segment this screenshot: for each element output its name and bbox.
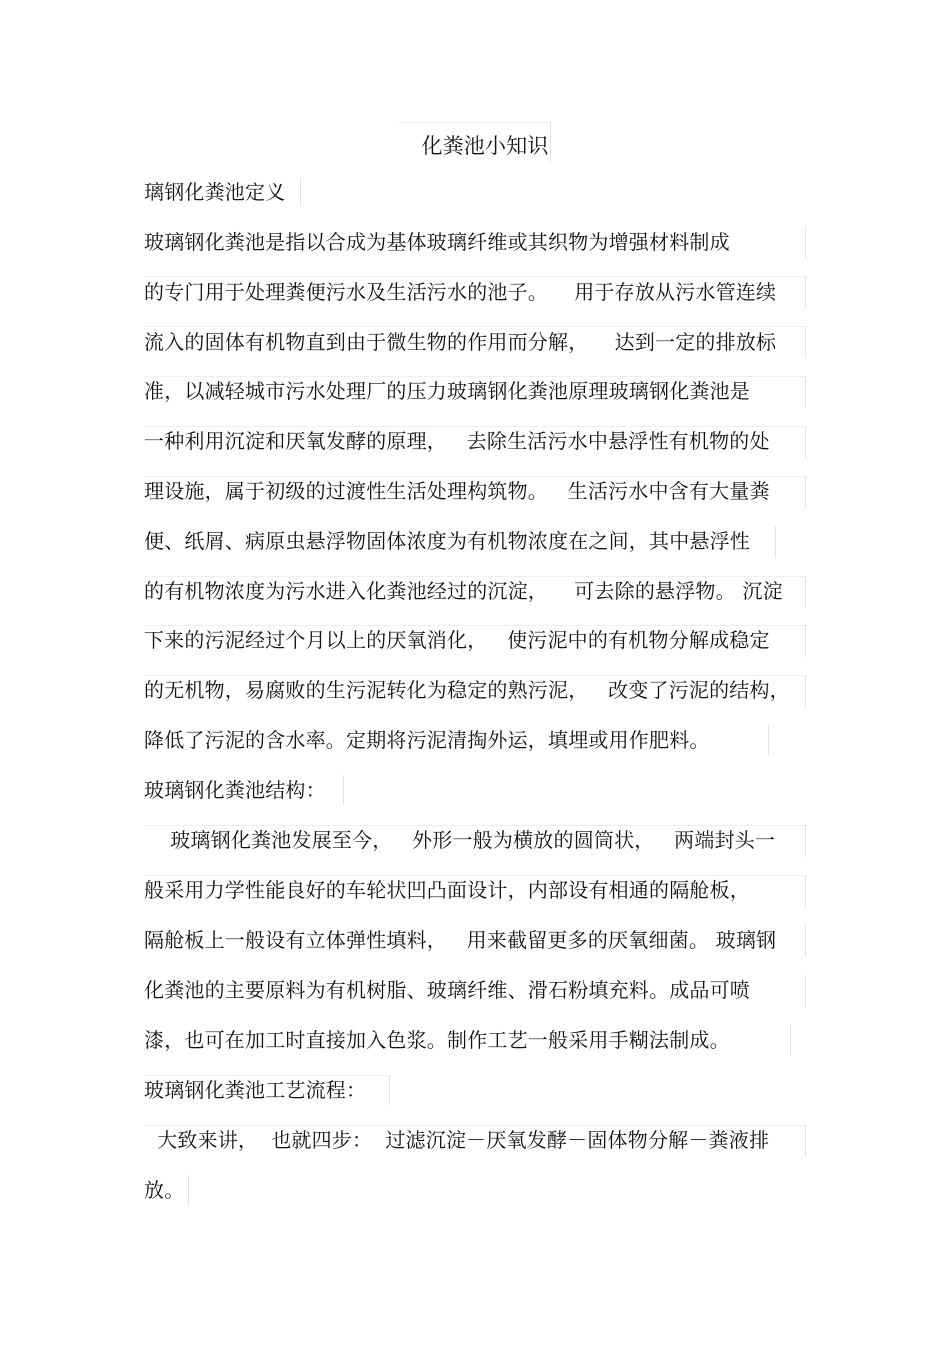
guide-mark	[144, 426, 805, 427]
body-line: 化粪池的主要原料为有机树脂、玻璃纤维、滑石粉填充料。成品可喷	[144, 978, 750, 1002]
guide-mark	[188, 1175, 189, 1205]
section-heading-definition: 璃钢化粪池定义	[144, 180, 286, 204]
page-title: 化粪池小知识	[421, 134, 549, 158]
guide-mark	[805, 925, 806, 957]
guide-mark	[144, 476, 805, 477]
guide-mark	[144, 376, 805, 377]
body-line: 隔舱板上一般设有立体弹性填料， 用来截留更多的厌氧细菌。 玻璃钢	[144, 928, 777, 952]
body-line: 般采用力学性能良好的车轮状凹凸面设计，内部设有相通的隔舱板，	[144, 878, 750, 902]
body-line: 玻璃钢化粪池是指以合成为基体玻璃纤维或其织物为增强材料制成	[144, 230, 730, 254]
guide-mark	[805, 376, 806, 408]
guide-mark	[805, 825, 806, 857]
guide-mark	[144, 675, 805, 676]
body-line: 的专门用于处理粪便污水及生活污水的池子。 用于存放从污水管连续	[144, 280, 777, 304]
body-line: 的无机物，易腐败的生污泥转化为稳定的熟污泥， 改变了污泥的结构，	[144, 678, 790, 702]
guide-mark	[805, 625, 806, 657]
guide-mark	[805, 326, 806, 358]
body-line: 流入的固体有机物直到由于微生物的作用而分解， 达到一定的排放标	[144, 330, 777, 354]
guide-mark	[398, 122, 550, 123]
guide-mark	[300, 178, 301, 206]
guide-mark	[144, 576, 805, 577]
body-line: 准，以减轻城市污水处理厂的压力玻璃钢化粪池原理玻璃钢化粪池是	[144, 379, 750, 403]
guide-mark	[768, 725, 769, 755]
guide-mark	[144, 1075, 389, 1076]
section-heading-process: 玻璃钢化粪池工艺流程：	[144, 1078, 367, 1102]
guide-mark	[805, 1125, 806, 1157]
guide-mark	[144, 875, 805, 876]
guide-mark	[805, 675, 806, 707]
guide-mark	[389, 1075, 390, 1105]
guide-mark	[144, 326, 805, 327]
body-line: 的有机物浓度为污水进入化粪池经过的沉淀， 可去除的悬浮物。 沉淀	[144, 579, 783, 603]
body-line: 大致来讲， 也就四步： 过滤沉淀－厌氧发酵－固体物分解－粪液排	[144, 1128, 770, 1152]
guide-mark	[144, 276, 805, 277]
guide-mark	[805, 576, 806, 608]
guide-mark	[550, 122, 551, 162]
body-line: 便、纸屑、病原虫悬浮物固体浓度为有机物浓度在之间，其中悬浮性	[144, 529, 750, 553]
guide-mark	[805, 875, 806, 907]
body-line: 玻璃钢化粪池发展至今， 外形一般为横放的圆筒状， 两端封头一	[144, 828, 776, 852]
body-line: 理设施，属于初级的过渡性生活处理构筑物。 生活污水中含有大量粪	[144, 479, 770, 503]
guide-mark	[790, 1025, 791, 1055]
body-line: 漆，也可在加工时直接加入色浆。制作工艺一般采用手糊法制成。	[144, 1028, 730, 1052]
guide-mark	[805, 476, 806, 508]
guide-mark	[144, 1125, 805, 1126]
body-line: 放。	[144, 1178, 185, 1202]
body-line: 下来的污泥经过个月以上的厌氧消化， 使污泥中的有机物分解成稳定	[144, 628, 770, 652]
guide-mark	[144, 825, 805, 826]
section-heading-structure: 玻璃钢化粪池结构：	[144, 778, 326, 802]
body-line: 降低了污泥的含水率。定期将污泥清掏外运，填埋或用作肥料。	[144, 728, 710, 752]
guide-mark	[144, 625, 805, 626]
guide-mark	[805, 226, 806, 258]
guide-mark	[805, 975, 806, 1007]
guide-mark	[805, 276, 806, 308]
guide-mark	[343, 775, 344, 805]
guide-mark	[775, 526, 776, 558]
body-line: 一种利用沉淀和厌氧发酵的原理， 去除生活污水中悬浮性有机物的处	[144, 429, 770, 453]
guide-mark	[805, 426, 806, 458]
